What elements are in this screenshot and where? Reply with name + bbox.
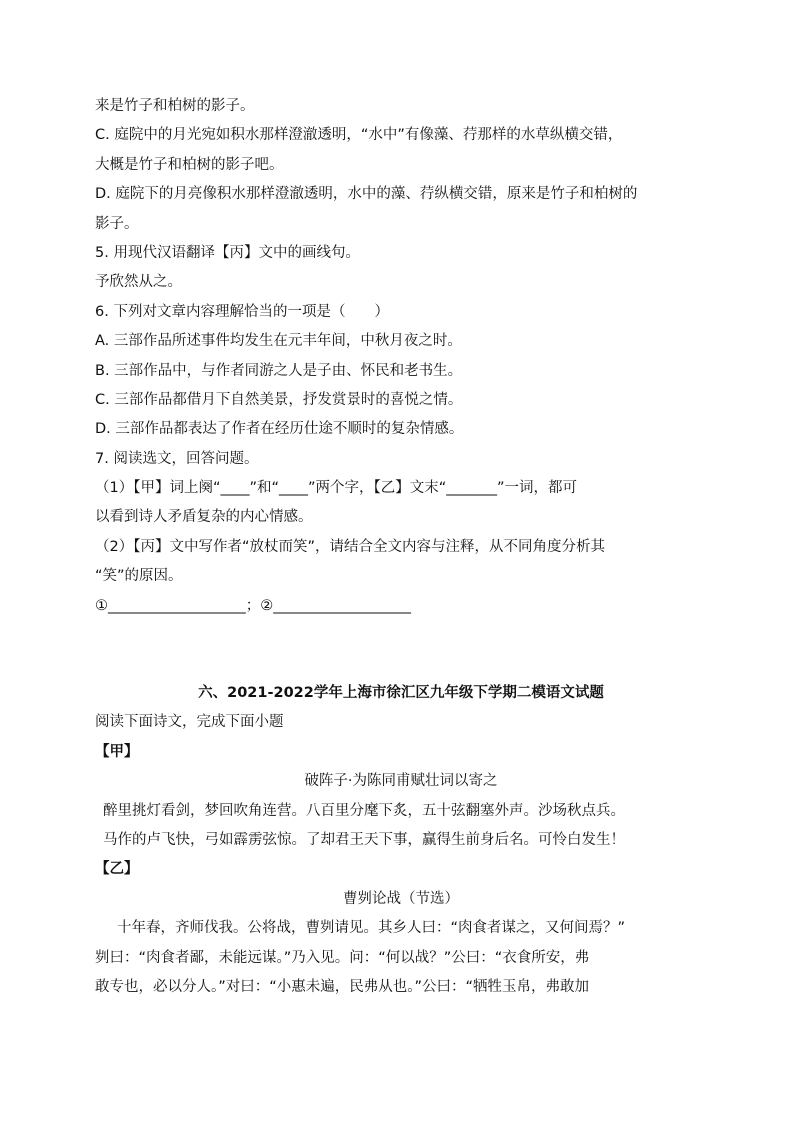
section-title: 六、2021-2022学年上海市徐汇区九年级下学期二模语文试题 [198, 685, 604, 702]
part-yi-head: 【乙】 [95, 861, 139, 878]
passage-title: 曹刿论战（节选） [343, 890, 459, 907]
passage-line: 敢专也，必以分人。”对曰：“小惠未遍，民弗从也。”公曰：“牺牲玉帛，弗敢加 [95, 978, 590, 995]
section-instruction: 阅读下面诗文，完成下面小题 [95, 714, 284, 731]
poem-line: 醉里挑灯看剑，梦回吹角连营。八百里分麾下炙，五十弦翻塞外声。沙场秋点兵。 [103, 802, 625, 819]
section-gap [95, 621, 707, 679]
answer-blanks: ①___________________；②___________________ [95, 597, 411, 614]
part-jia-head: 【甲】 [95, 743, 139, 760]
poem-title: 破阵子·为陈同甫赋壮词以寄之 [304, 773, 498, 790]
passage-line: 刿曰：“肉食者鄙，未能远谋。”乃入见。问：“何以战？”公曰：“衣食所安，弗 [95, 949, 590, 966]
text-line: 大概是竹子和柏树的影子吧。 [95, 156, 284, 173]
option-a-line: A. 三部作品所述事件均发生在元丰年间，中秋月夜之时。 [95, 333, 462, 350]
question-7: 7. 阅读选文，回答问题。 [95, 450, 259, 467]
text-line: 以看到诗人矛盾复杂的内心情感。 [95, 509, 313, 526]
option-c-line: C. 三部作品都借月下自然美景，抒发赏景时的喜悦之情。 [95, 391, 463, 408]
question-7-part-1: （1）【甲】词上阕“____”和“____”两个字，【乙】文末“_______”一词，都可 [95, 480, 578, 497]
question-5: 5. 用现代汉语翻译【丙】文中的画线句。 [95, 244, 360, 261]
option-d-line: D. 庭院下的月亮像积水那样澄澈透明，水中的藻、荇纵横交错，原来是竹子和柏树的 [95, 186, 638, 203]
option-c-line: C. 庭院中的月光宛如积水那样澄澈透明，“水中”有像藻、荇那样的水草纵横交错， [95, 127, 623, 144]
text-line: 影子。 [95, 215, 139, 232]
passage-line: 十年春，齐师伐我。公将战，曹刿请见。其乡人曰：“肉食者谋之，又何间焉？” [117, 920, 626, 937]
text-line: “笑”的原因。 [95, 568, 183, 585]
option-b-line: B. 三部作品中，与作者同游之人是子由、怀民和老书生。 [95, 362, 463, 379]
question-7-part-2: （2）【丙】文中写作者“放杖而笑”，请结合全文内容与注释，从不同角度分析其 [95, 538, 605, 555]
text-line: 来是竹子和柏树的影子。 [95, 98, 255, 114]
question-5-sentence: 予欣然从之。 [95, 274, 182, 291]
page-content [95, 92, 707, 1002]
poem-line: 马作的卢飞快，弓如霹雳弦惊。了却君王天下事，赢得生前身后名。可怜白发生！ [103, 831, 625, 848]
question-6: 6. 下列对文章内容理解恰当的一项是（ ） [95, 303, 389, 320]
option-d-line: D. 三部作品都表达了作者在经历仕途不顺时的复杂情感。 [95, 421, 464, 438]
